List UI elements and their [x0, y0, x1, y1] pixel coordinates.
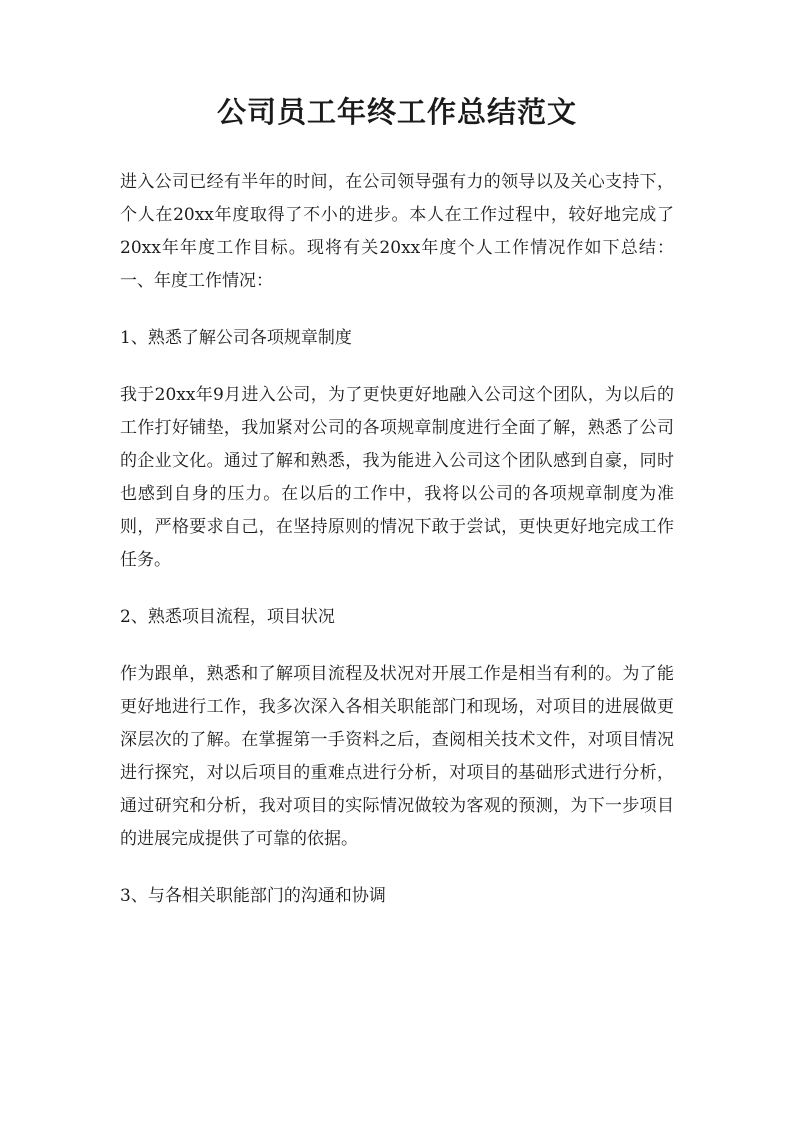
- intro-paragraph: 进入公司已经有半年的时间，在公司领导强有力的领导以及关心支持下，个人在20xx年度取得了不小的进步。本人在工作过程中，较好地完成了20xx年年度工作目标。现将有关20xx年度个人工作情况作如下总结：一、年度工作情况：: [120, 172, 674, 291]
- section-2-body: 作为跟单，熟悉和了解项目流程及状况对开展工作是相当有利的。为了能更好地进行工作，我多次深入各相关职能部门和现场，对项目的进展做更深层次的了解。在掌握第一手资料之后，查阅相关技术文件，对项目情况进行探究，对以后项目的重难点进行分析，对项目的基础形式进行分析，通过研究和分析，我对项目的实际情况做较为客观的预测，为下一步项目的进展完成提供了可靠的依据。: [120, 664, 674, 849]
- section-3-heading: 3、与各相关职能部门的沟通和协调: [120, 886, 386, 906]
- section-2-heading: 2、熟悉项目流程，项目状况: [120, 607, 335, 627]
- section-1-heading: 1、熟悉了解公司各项规章制度: [120, 328, 352, 348]
- section-1-body: 我于20xx年9月进入公司，为了更快更好地融入公司这个团队，为以后的工作打好铺垫，我加紧对公司的各项规章制度进行全面了解，熟悉了公司的企业文化。通过了解和熟悉，我为能进入公司这个团队感到自豪，同时也感到自身的压力。在以后的工作中，我将以公司的各项规章制度为准则，严格要求自己，在坚持原则的情况下敢于尝试，更快更好地完成工作任务。: [120, 385, 674, 570]
- document-title: 公司员工年终工作总结范文: [216, 95, 577, 129]
